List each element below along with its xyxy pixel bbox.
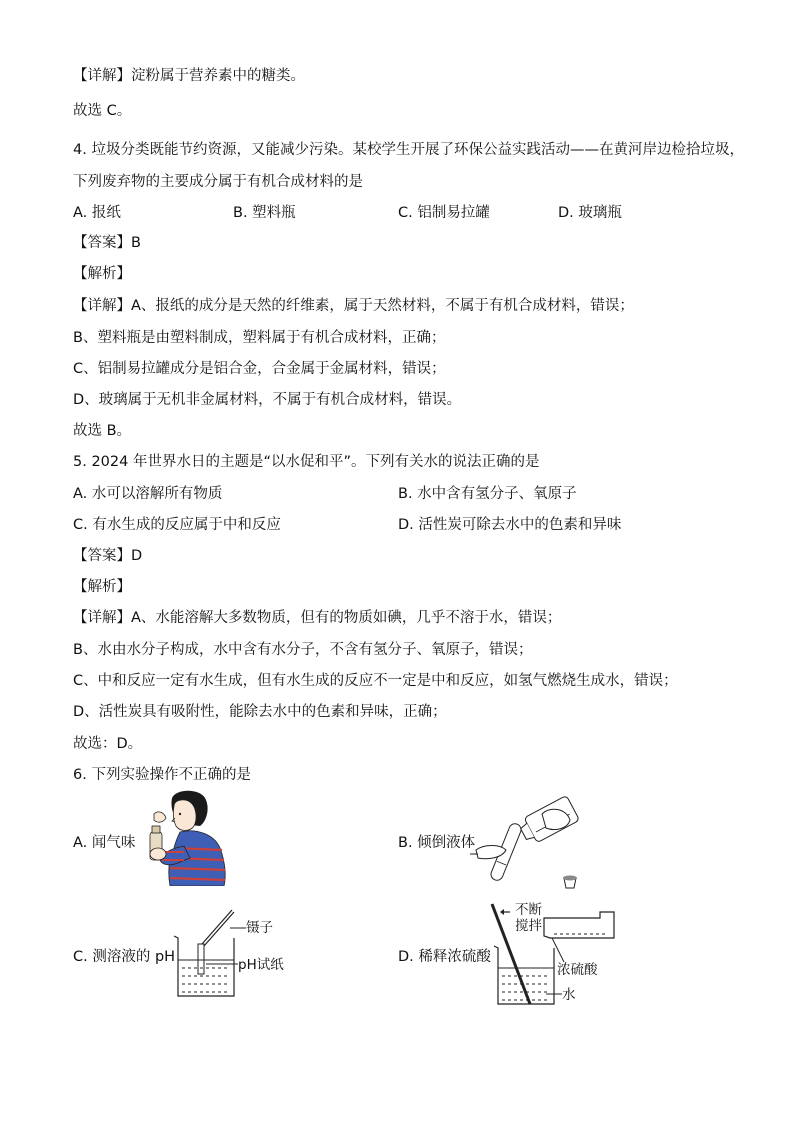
q5-detail-line3: C、中和反应一定有水生成，但有水生成的反应不一定是中和反应，如氢气燃烧生成水，错误； [73, 673, 678, 689]
ph-test-illustration [172, 908, 242, 1000]
label-water: 水 [562, 987, 576, 1003]
q5-option-d: D. 活性炭可除去水中的色素和异味 [398, 517, 622, 533]
q4-detail-line1: 【详解】A、报纸的成分是天然的纤维素，属于天然材料，不属于有机合成材料，错误； [73, 298, 634, 314]
q6-option-d: D. 稀释浓硫酸 [398, 949, 491, 965]
label-keep-stirring-2: 搅拌 [515, 918, 542, 934]
q5-option-a: A. 水可以溶解所有物质 [73, 486, 223, 502]
answer-tag: 【答案】 [73, 548, 131, 564]
q3-detail: 【详解】淀粉属于营养素中的糖类。 [73, 68, 305, 84]
q5-detail-line1: 【详解】A、水能溶解大多数物质，但有的物质如碘，几乎不溶于水，错误； [73, 610, 562, 626]
dilute-acid-illustration [490, 900, 620, 1010]
q5-option-c: C. 有水生成的反应属于中和反应 [73, 517, 281, 533]
q6-stem: 6. 下列实验操作不正确的是 [73, 767, 251, 783]
q4-stem-line2: 下列废弃物的主要成分属于有机合成材料的是 [73, 174, 363, 190]
q5-option-b: B. 水中含有氢分子、氧原子 [398, 486, 577, 502]
smelling-gas-illustration [140, 788, 230, 886]
q4-option-a: A. 报纸 [73, 205, 121, 221]
q5-analysis-tag: 【解析】 [73, 579, 131, 595]
q4-stem-line1: 4. 垃圾分类既能节约资源，又能减少污染。某校学生开展了环保公益实践活动——在黄河岸边检拾垃圾， [73, 142, 744, 158]
leader-line [206, 962, 238, 966]
label-tweezers: 镊子 [246, 920, 273, 936]
answer-tag: 【答案】 [73, 235, 131, 251]
label-concentrated-acid: 浓硫酸 [557, 962, 598, 978]
q5-detail-line2: B、水由水分子构成，水中含有水分子，不含有氢分子、氧原子，错误； [73, 642, 533, 658]
label-keep-stirring-1: 不断 [515, 902, 542, 918]
pouring-liquid-illustration [470, 792, 600, 892]
q6-option-b: B. 倾倒液体 [398, 835, 476, 851]
q4-answer [73, 233, 141, 253]
q4-option-c: C. 铝制易拉罐 [398, 205, 490, 221]
q6-option-c: C. 测溶液的 pH [73, 949, 176, 965]
q4-option-d: D. 玻璃瓶 [558, 205, 622, 221]
q4-detail-line2: B、塑料瓶是由塑料制成，塑料属于有机合成材料，正确； [73, 330, 446, 346]
label-ph-paper: pH试纸 [238, 957, 284, 973]
q5-stem: 5. 2024 年世界水日的主题是“以水促和平”。下列有关水的说法正确的是 [73, 454, 540, 470]
q4-choose: 故选 B。 [73, 423, 132, 439]
answer-value: B [131, 235, 141, 251]
q5-detail-line4: D、活性炭具有吸附性，能除去水中的色素和异味，正确； [73, 704, 447, 720]
q6-option-a: A. 闻气味 [73, 835, 136, 851]
q5-choose: 故选：D。 [73, 736, 143, 752]
q4-analysis-tag: 【解析】 [73, 266, 131, 282]
q3-choose: 故选 C。 [73, 103, 132, 119]
answer-value: D [131, 548, 143, 564]
q4-detail-line4: D、玻璃属于无机非金属材料，不属于有机合成材料，错误。 [73, 392, 462, 408]
q5-answer [73, 546, 142, 566]
q4-detail-line3: C、铝制易拉罐成分是铝合金，合金属于金属材料，错误； [73, 361, 446, 377]
q4-option-b: B. 塑料瓶 [233, 205, 296, 221]
leader-line [230, 926, 246, 930]
